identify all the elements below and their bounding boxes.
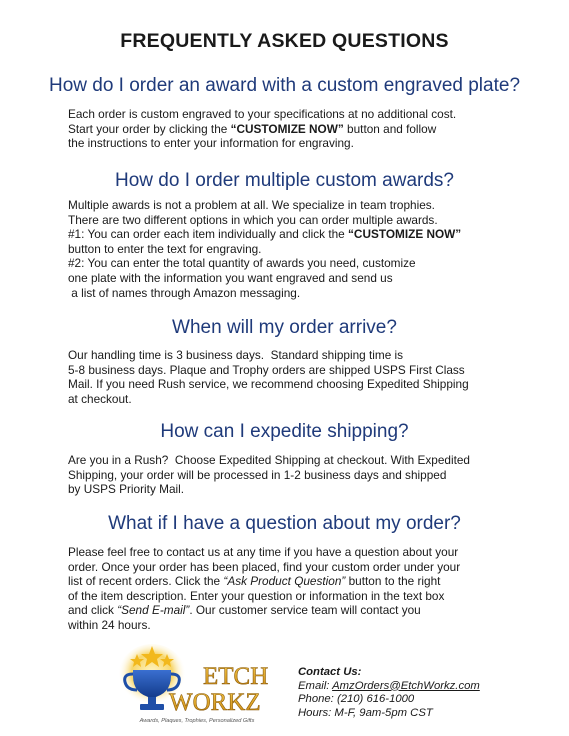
faq-question-4: How can I expedite shipping? bbox=[160, 421, 409, 442]
answer-line: of the item description. Enter your question or information in the text box bbox=[68, 588, 445, 603]
contact-heading: Contact Us: bbox=[298, 666, 362, 678]
answer-line: Are you in a Rush? Choose Expedited Shipping at checkout. With Expedited bbox=[68, 453, 470, 467]
answer-line: #2: You can enter the total quantity of awards you need, customize bbox=[68, 256, 416, 271]
answer-line: at checkout. bbox=[68, 391, 132, 406]
customize-now-emphasis: “CUSTOMIZE NOW” bbox=[230, 121, 344, 136]
faq-answer-1 bbox=[68, 107, 456, 151]
contact-email-link[interactable]: AmzOrders@EtchWorkz.com bbox=[332, 679, 480, 692]
answer-line: 5-8 business days. Plaque and Trophy orders are shipped USPS First Class bbox=[68, 362, 465, 377]
answer-line: Multiple awards is not a problem at all. We specialize in team trophies. bbox=[68, 198, 435, 212]
answer-line: Shipping, your order will be processed in 1-2 business days and shipped bbox=[68, 467, 447, 482]
answer-line: Start your order by clicking the “CUSTOMIZE NOW” button and follow bbox=[68, 121, 437, 136]
answer-line: Mail. If you need Rush service, we recommend choosing Expedited Shipping bbox=[68, 377, 469, 392]
answer-line: by USPS Priority Mail. bbox=[68, 482, 185, 497]
faq-question-2: How do I order multiple custom awards? bbox=[115, 170, 454, 191]
answer-line: a list of names through Amazon messaging. bbox=[68, 285, 301, 300]
answer-line: Please feel free to contact us at any time if you have a question about your bbox=[68, 545, 459, 559]
faq-answer-3 bbox=[68, 348, 469, 406]
faq-question-3: When will my order arrive? bbox=[172, 317, 397, 338]
answer-line: the instructions to enter your information for engraving. bbox=[68, 136, 354, 151]
answer-line: list of recent orders. Click the “Ask Product Question” button to the right bbox=[68, 574, 441, 589]
contact-email-line: Email: AmzOrders@EtchWorkz.com bbox=[298, 679, 480, 692]
answer-line: Our handling time is 3 business days. Standard shipping time is bbox=[68, 348, 404, 362]
logo-tagline: Awards, Plaques, Trophies, Personalized Gifts bbox=[139, 718, 255, 724]
logo-word-etch: ETCH bbox=[203, 663, 269, 690]
faq-question-5: What if I have a question about my order? bbox=[108, 513, 461, 534]
send-email-emphasis: “Send E-mail” bbox=[117, 603, 190, 618]
answer-line: Each order is custom engraved to your specifications at no additional cost. bbox=[68, 107, 457, 121]
ask-product-question-emphasis: “Ask Product Question” bbox=[223, 574, 346, 589]
answer-line: There are two different options in which you can order multiple awards. bbox=[68, 212, 438, 227]
answer-line: order. Once your order has been placed, find your custom order under your bbox=[68, 559, 461, 574]
faq-answer-4 bbox=[68, 453, 470, 497]
trophy-logo-icon bbox=[117, 640, 277, 728]
customize-now-emphasis: “CUSTOMIZE NOW” bbox=[348, 227, 462, 242]
contact-phone: Phone: (210) 616-1000 bbox=[298, 693, 415, 706]
logo-word-workz: WORKZ bbox=[169, 689, 261, 716]
etchworkz-logo bbox=[117, 640, 277, 728]
faq-question-1: How do I order an award with a custom engraved plate? bbox=[48, 75, 521, 96]
faq-answer-5 bbox=[68, 545, 460, 633]
answer-line: within 24 hours. bbox=[68, 617, 151, 632]
page-title: FREQUENTLY ASKED QUESTIONS bbox=[120, 30, 449, 52]
answer-line: #1: You can order each item individually and click the “CUSTOMIZE NOW” bbox=[68, 227, 462, 242]
contact-hours: Hours: M-F, 9am-5pm CST bbox=[298, 706, 433, 719]
answer-line: and click “Send E-mail”. Our customer service team will contact you bbox=[68, 603, 421, 618]
faq-answer-2 bbox=[68, 198, 461, 300]
answer-line: button to enter the text for engraving. bbox=[68, 241, 262, 256]
contact-block bbox=[298, 666, 480, 720]
answer-line: one plate with the information you want engraved and send us bbox=[68, 270, 393, 285]
